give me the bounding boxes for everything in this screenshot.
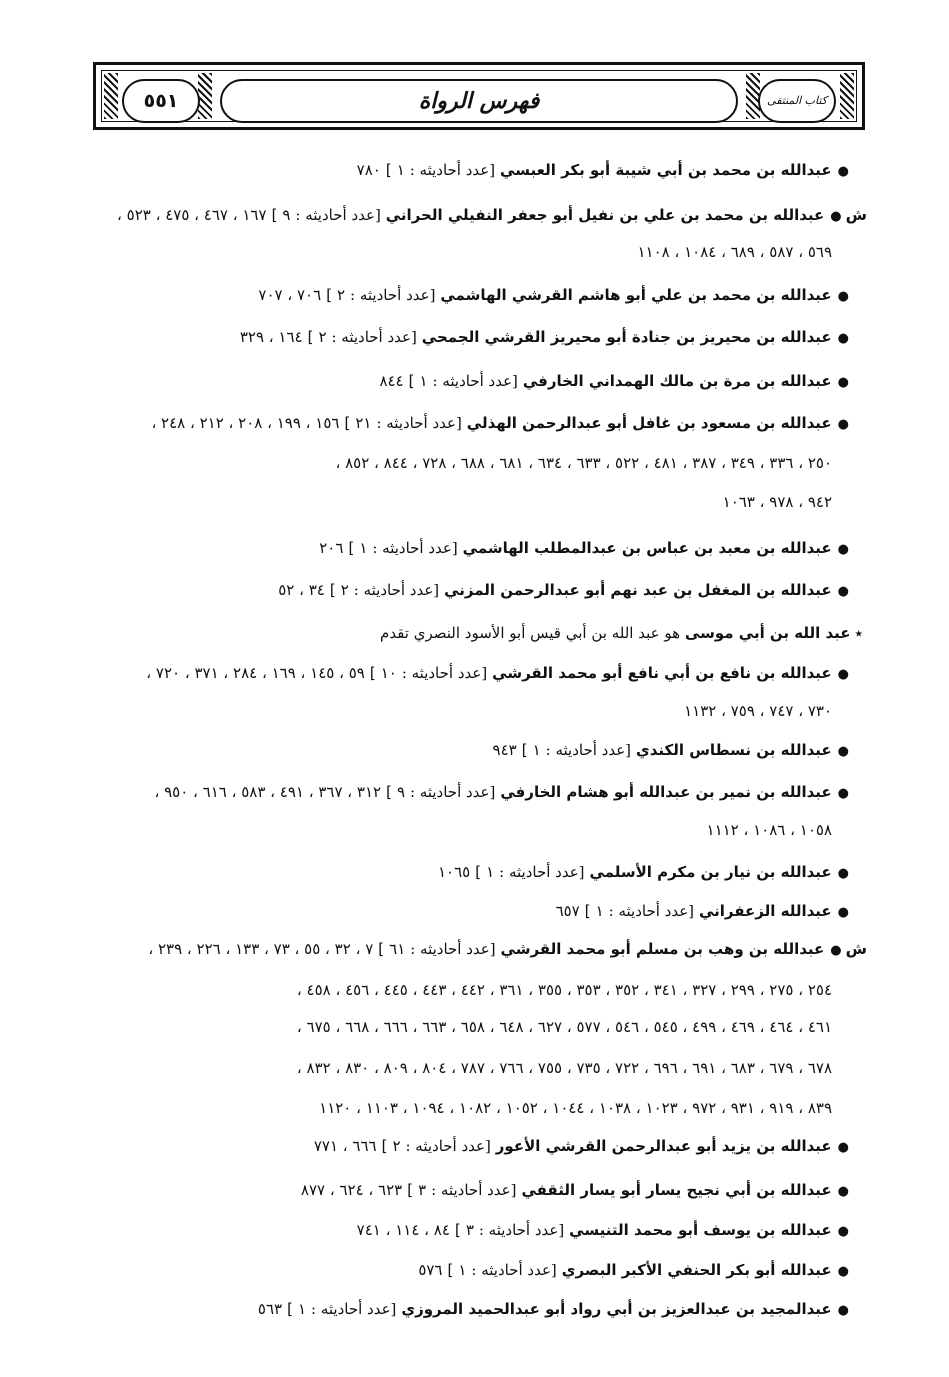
narrator-entry: ●عبدالله بن نسطاس الكندي [عدد أحاديثه : ١ ] ٩٤٣ xyxy=(492,741,849,759)
book-logo-text: كتاب المنتقى xyxy=(767,94,827,107)
hadith-numbers-continuation xyxy=(335,451,832,475)
count-label: [عدد أحاديثه : xyxy=(350,286,436,304)
narrator-name: عبدالله بن محيريز بن جنادة أبو محيريز القرشي الجمحي xyxy=(421,328,832,346)
narrator-name: عبدالله بن وهب بن مسلم أبو محمد القرشي xyxy=(500,940,825,958)
hadith-numbers: ٢٠٦ xyxy=(319,539,344,557)
cross-reference-text: هو عبد الله بن أبي قيس أبو الأسود النصري تقدم xyxy=(380,624,680,642)
narrator-name: عبدالله بن محمد بن أبي شيبة أبو بكر العبسي xyxy=(500,161,832,179)
hadith-numbers-continuation xyxy=(319,1096,832,1120)
hadith-count: ٢ xyxy=(318,328,327,346)
narrator-entry: ●عبدالمجيد بن عبدالعزيز بن أبي رواد أبو عبدالحميد المروزي [عدد أحاديثه : ١ ] ٥٦٣ xyxy=(257,1300,849,1318)
bullet-icon: ● xyxy=(837,164,849,179)
narrator-name: عبدالله بن معبد بن عباس بن عبدالمطلب الهاشمي xyxy=(462,539,832,557)
hadith-numbers: ٦٦٦ ، ٧٧١ xyxy=(313,1137,377,1155)
hadith-numbers-continuation xyxy=(297,1056,832,1080)
narrator-entry: ●عبدالله بن مسعود بن غافل أبو عبدالرحمن الهذلي [عدد أحاديثه : ٢١ ] ١٥٦ ، ١٩٩ ، ٢٠٨ ، ٢١٢ ، ٢٤٨ ، xyxy=(151,414,849,432)
narrator-name: عبدالله بن نافع بن أبي نافع أبو محمد القرشي xyxy=(492,664,832,682)
hadith-count: ١ xyxy=(359,539,368,557)
marker-sh: ش xyxy=(845,206,867,224)
hadith-count: ٢ xyxy=(392,1137,401,1155)
hadith-numbers: ٦٥٧ xyxy=(555,902,580,920)
hadith-numbers: ٤٦١ ، ٤٦٤ ، ٤٦٩ ، ٤٩٩ ، ٥٤٥ ، ٥٤٦ ، ٥٧٧ ، ٦٢٧ ، ٦٤٨ ، ٦٥٨ ، ٦٦٣ ، ٦٦٦ ، ٦٦٨ ، ٦٧٥ ، xyxy=(296,1018,832,1036)
narrator-name: عبد الله بن أبي موسى xyxy=(684,624,851,642)
marker-sh: ش xyxy=(845,940,867,958)
narrator-entry: ●عبدالله بن أبي نجيح يسار أبو يسار الثقفي [عدد أحاديثه : ٣ ] ٦٢٣ ، ٦٢٤ ، ٨٧٧ xyxy=(300,1181,849,1199)
count-label: [عدد أحاديثه : xyxy=(401,664,488,682)
count-label: [عدد أحاديثه : xyxy=(409,161,496,179)
hadith-numbers-continuation xyxy=(723,490,832,514)
narrator-entry: ●عبدالله بن محيريز بن جنادة أبو محيريز القرشي الجمحي [عدد أحاديثه : ٢ ] ١٦٤ ، ٣٢٩ xyxy=(239,328,849,346)
hadith-count: ١ xyxy=(486,863,495,881)
hadith-numbers: ٨٤ ، ١١٤ ، ٧٤١ xyxy=(356,1221,450,1239)
hadith-numbers: ٩٤٣ xyxy=(492,741,517,759)
hadith-numbers-continuation xyxy=(297,1015,832,1039)
narrator-entry: ●عبدالله بن معبد بن عباس بن عبدالمطلب الهاشمي [عدد أحاديثه : ١ ] ٢٠٦ xyxy=(319,539,849,557)
narrator-entry: ●عبدالله بن نافع بن أبي نافع أبو محمد القرشي [عدد أحاديثه : ١٠ ] ٥٩ ، ١٤٥ ، ١٦٩ ، ٢٨٤ ، ٣٧١ ، ٧٢٠ ، xyxy=(146,664,849,682)
hadith-numbers: ٣٤ ، ٥٢ xyxy=(278,581,325,599)
count-label: [عدد أحاديثه : xyxy=(499,863,585,881)
hadith-numbers: ٥٧٦ xyxy=(418,1261,443,1279)
narrator-name: عبدالله الزعفراني xyxy=(698,902,832,920)
narrator-name: عبدالله بن يوسف أبو محمد التنيسي xyxy=(569,1221,832,1239)
cross-reference-entry xyxy=(380,621,863,645)
narrator-entry: ●عبدالله بن يوسف أبو محمد التنيسي [عدد أحاديثه : ٣ ] ٨٤ ، ١١٤ ، ٧٤١ xyxy=(356,1221,849,1239)
count-label: [عدد أحاديثه : xyxy=(353,581,440,599)
narrator-entry: ●عبدالله أبو بكر الحنفي الأكبر البصري [عدد أحاديثه : ١ ] ٥٧٦ xyxy=(418,1261,849,1279)
hadith-numbers: ٨٣٩ ، ٩١٩ ، ٩٣١ ، ٩٧٢ ، ١٠٢٣ ، ١٠٣٨ ، ١٠٤٤ ، ١٠٥٢ ، ١٠٨٢ ، ١٠٩٤ ، ١١٠٣ ، ١١٢٠ xyxy=(319,1099,832,1117)
page-title: فهرس الرواة xyxy=(418,88,540,114)
hadith-numbers: ٦٢٣ ، ٦٢٤ ، ٨٧٧ xyxy=(300,1181,403,1199)
bullet-icon: ● xyxy=(837,905,849,920)
bullet-icon: ● xyxy=(830,209,842,224)
hadith-count: ١٠ xyxy=(380,664,397,682)
hadith-count: ١ xyxy=(532,741,541,759)
bullet-icon: ● xyxy=(837,289,849,304)
count-label: [عدد أحاديثه : xyxy=(331,328,417,346)
hadith-numbers: ٦٧٨ ، ٦٧٩ ، ٦٨٣ ، ٦٩١ ، ٦٩٦ ، ٧٢٢ ، ٧٣٥ ، ٧٥٥ ، ٧٦٦ ، ٧٨٧ ، ٨٠٤ ، ٨٠٩ ، ٨٣٠ ، ٨٣٢ ، xyxy=(296,1059,832,1077)
hadith-numbers: ١٠٦٥ xyxy=(438,863,471,881)
hadith-numbers-continuation xyxy=(707,818,832,842)
narrator-name: عبدالله بن مرة بن مالك الهمداني الخارفي xyxy=(522,372,832,390)
bullet-icon: ● xyxy=(837,1184,849,1199)
bullet-icon: ● xyxy=(837,584,849,599)
count-label: [عدد أحاديثه : xyxy=(409,783,496,801)
asterisk-marker: ٭ xyxy=(854,624,863,642)
hadith-numbers: ٧٨٠ xyxy=(356,161,381,179)
hadith-count: ٦١ xyxy=(389,940,406,958)
narrator-name: عبدالله بن أبي نجيح يسار أبو يسار الثقفي xyxy=(521,1181,832,1199)
hadith-count: ١ xyxy=(458,1261,467,1279)
hadith-count: ١ xyxy=(595,902,604,920)
hadith-numbers: ١٥٦ ، ١٩٩ ، ٢٠٨ ، ٢١٢ ، ٢٤٨ ، xyxy=(151,414,340,432)
narrator-entry: ●عبدالله بن مرة بن مالك الهمداني الخارفي [عدد أحاديثه : ١ ] ٨٤٤ xyxy=(379,372,849,390)
hadith-numbers: ١٦٧ ، ٤٦٧ ، ٤٧٥ ، ٥٢٣ ، xyxy=(117,206,267,224)
narrator-name: عبدالله بن نسطاس الكندي xyxy=(635,741,832,759)
hadith-count: ١ xyxy=(419,372,428,390)
hadith-numbers: ٧٠٦ ، ٧٠٧ xyxy=(258,286,322,304)
narrator-entry: ●عبدالله الزعفراني [عدد أحاديثه : ١ ] ٦٥٧ xyxy=(555,902,849,920)
count-label: [عدد أحاديثه : xyxy=(431,1181,517,1199)
bullet-icon: ● xyxy=(837,1264,849,1279)
hadith-numbers: ٢٥٤ ، ٢٧٥ ، ٢٩٩ ، ٣٢٧ ، ٣٤١ ، ٣٥٢ ، ٣٥٣ ، ٣٥٥ ، ٣٦١ ، ٤٤٢ ، ٤٤٣ ، ٤٤٥ ، ٤٥٦ ، ٤٥٨ ، xyxy=(296,981,832,999)
hadith-numbers: ٧ ، ٣٢ ، ٥٥ ، ٧٣ ، ١٣٣ ، ٢٢٦ ، ٢٣٩ ، xyxy=(148,940,374,958)
narrator-name: عبدالله بن يزيد أبو عبدالرحمن القرشي الأعور xyxy=(495,1137,832,1155)
hadith-numbers: ١٠٥٨ ، ١٠٨٦ ، ١١١٢ xyxy=(706,821,832,839)
hadith-count: ٣ xyxy=(418,1181,427,1199)
narrator-entry: ●عبدالله بن محمد بن أبي شيبة أبو بكر العبسي [عدد أحاديثه : ١ ] ٧٨٠ xyxy=(356,161,849,179)
count-label: [عدد أحاديثه : xyxy=(405,1137,491,1155)
narrator-name: عبدالله أبو بكر الحنفي الأكبر البصري xyxy=(561,1261,832,1279)
bullet-icon: ● xyxy=(837,1140,849,1155)
bullet-icon: ● xyxy=(830,943,842,958)
hadith-numbers: ٩٤٢ ، ٩٧٨ ، ١٠٦٣ xyxy=(722,493,832,511)
narrator-entry: ش●عبدالله بن وهب بن مسلم أبو محمد القرشي [عدد أحاديثه : ٦١ ] ٧ ، ٣٢ ، ٥٥ ، ٧٣ ، ١٣٣ ، ٢٢٦ ، ٢٣٩ ، xyxy=(148,940,867,958)
narrator-name: عبدالله بن نمير بن عبدالله أبو هشام الخارفي xyxy=(500,783,832,801)
narrator-name: عبدالله بن مسعود بن غافل أبو عبدالرحمن الهذلي xyxy=(466,414,832,432)
bullet-icon: ● xyxy=(837,1303,849,1318)
bullet-icon: ● xyxy=(837,866,849,881)
hadith-numbers-continuation xyxy=(637,240,832,264)
hadith-count: ٢ xyxy=(340,581,349,599)
narrator-name: عبدالله بن محمد بن علي بن نفيل أبو جعفر النفيلي الحراني xyxy=(385,206,825,224)
bullet-icon: ● xyxy=(837,786,849,801)
narrator-name: عبدالله بن المغفل بن عبد نهم أبو عبدالرحمن المزني xyxy=(444,581,832,599)
count-label: [عدد أحاديثه : xyxy=(471,1261,557,1279)
narrator-entry: ●عبدالله بن نيار بن مكرم الأسلمي [عدد أحاديثه : ١ ] ١٠٦٥ xyxy=(438,863,849,881)
bullet-icon: ● xyxy=(837,331,849,346)
count-label: [عدد أحاديثه : xyxy=(376,414,462,432)
narrator-entry: ●عبدالله بن يزيد أبو عبدالرحمن القرشي الأعور [عدد أحاديثه : ٢ ] ٦٦٦ ، ٧٧١ xyxy=(313,1137,849,1155)
count-label: [عدد أحاديثه : xyxy=(410,940,496,958)
page-number: ٥٥١ xyxy=(143,90,179,112)
narrator-entry: ●عبدالله بن المغفل بن عبد نهم أبو عبدالرحمن المزني [عدد أحاديثه : ٢ ] ٣٤ ، ٥٢ xyxy=(278,581,849,599)
narrator-entry: ش●عبدالله بن محمد بن علي بن نفيل أبو جعفر النفيلي الحراني [عدد أحاديثه : ٩ ] ١٦٧ ، ٤٦٧ ، ٤٧٥ ، ٥٢٣ ، xyxy=(117,206,867,224)
hadith-numbers: ٥٦٩ ، ٥٨٧ ، ٦٨٩ ، ١٠٨٤ ، ١١٠٨ xyxy=(637,243,832,261)
hadith-count: ٩ xyxy=(396,783,406,801)
bullet-icon: ● xyxy=(837,1224,849,1239)
count-label: [عدد أحاديثه : xyxy=(545,741,632,759)
hadith-numbers: ٥٩ ، ١٤٥ ، ١٦٩ ، ٢٨٤ ، ٣٧١ ، ٧٢٠ ، xyxy=(146,664,365,682)
narrator-entry: ●عبدالله بن محمد بن علي أبو هاشم القرشي الهاشمي [عدد أحاديثه : ٢ ] ٧٠٦ ، ٧٠٧ xyxy=(258,286,849,304)
bullet-icon: ● xyxy=(837,744,849,759)
hadith-count: ٩ xyxy=(282,206,291,224)
hadith-count: ٢١ xyxy=(355,414,372,432)
hadith-numbers-continuation xyxy=(684,699,832,723)
narrator-name: عبدالله بن محمد بن علي أبو هاشم القرشي الهاشمي xyxy=(440,286,832,304)
count-label: [عدد أحاديثه : xyxy=(311,1300,397,1318)
narrator-name: عبدالمجيد بن عبدالعزيز بن أبي رواد أبو عبدالحميد المروزي xyxy=(401,1300,832,1318)
hadith-numbers: ٧٣٠ ، ٧٤٧ ، ٧٥٩ ، ١١٣٢ xyxy=(684,702,832,720)
count-label: [عدد أحاديثه : xyxy=(372,539,458,557)
hadith-numbers-continuation xyxy=(297,978,832,1002)
hadith-count: ١ xyxy=(396,161,405,179)
count-label: [عدد أحاديثه : xyxy=(295,206,381,224)
hadith-numbers: ٥٦٣ xyxy=(257,1300,283,1318)
bullet-icon: ● xyxy=(837,375,849,390)
bullet-icon: ● xyxy=(837,417,849,432)
hadith-count: ٢ xyxy=(337,286,346,304)
hadith-numbers: ٨٤٤ xyxy=(379,372,404,390)
count-label: [عدد أحاديثه : xyxy=(608,902,695,920)
narrator-entry: ●عبدالله بن نمير بن عبدالله أبو هشام الخارفي [عدد أحاديثه : ٩ ] ٣١٢ ، ٣٦٧ ، ٤٩١ ، ٥٨٣ ، ٦١٦ ، ٩٥٠ ، xyxy=(154,783,849,801)
hadith-numbers: ٣١٢ ، ٣٦٧ ، ٤٩١ ، ٥٨٣ ، ٦١٦ ، ٩٥٠ ، xyxy=(154,783,382,801)
narrator-name: عبدالله بن نيار بن مكرم الأسلمي xyxy=(589,863,832,881)
hadith-count: ١ xyxy=(298,1300,307,1318)
hadith-numbers: ٢٥٠ ، ٣٣٦ ، ٣٤٩ ، ٣٨٧ ، ٤٨١ ، ٥٢٢ ، ٦٣٣ ، ٦٣٤ ، ٦٨١ ، ٦٨٨ ، ٧٢٨ ، ٨٤٤ ، ٨٥٢ ، xyxy=(335,454,832,472)
bullet-icon: ● xyxy=(837,542,849,557)
count-label: [عدد أحاديثه : xyxy=(478,1221,565,1239)
hadith-numbers: ١٦٤ ، ٣٢٩ xyxy=(239,328,303,346)
bullet-icon: ● xyxy=(837,667,849,682)
count-label: [عدد أحاديثه : xyxy=(432,372,518,390)
hadith-count: ٣ xyxy=(465,1221,474,1239)
